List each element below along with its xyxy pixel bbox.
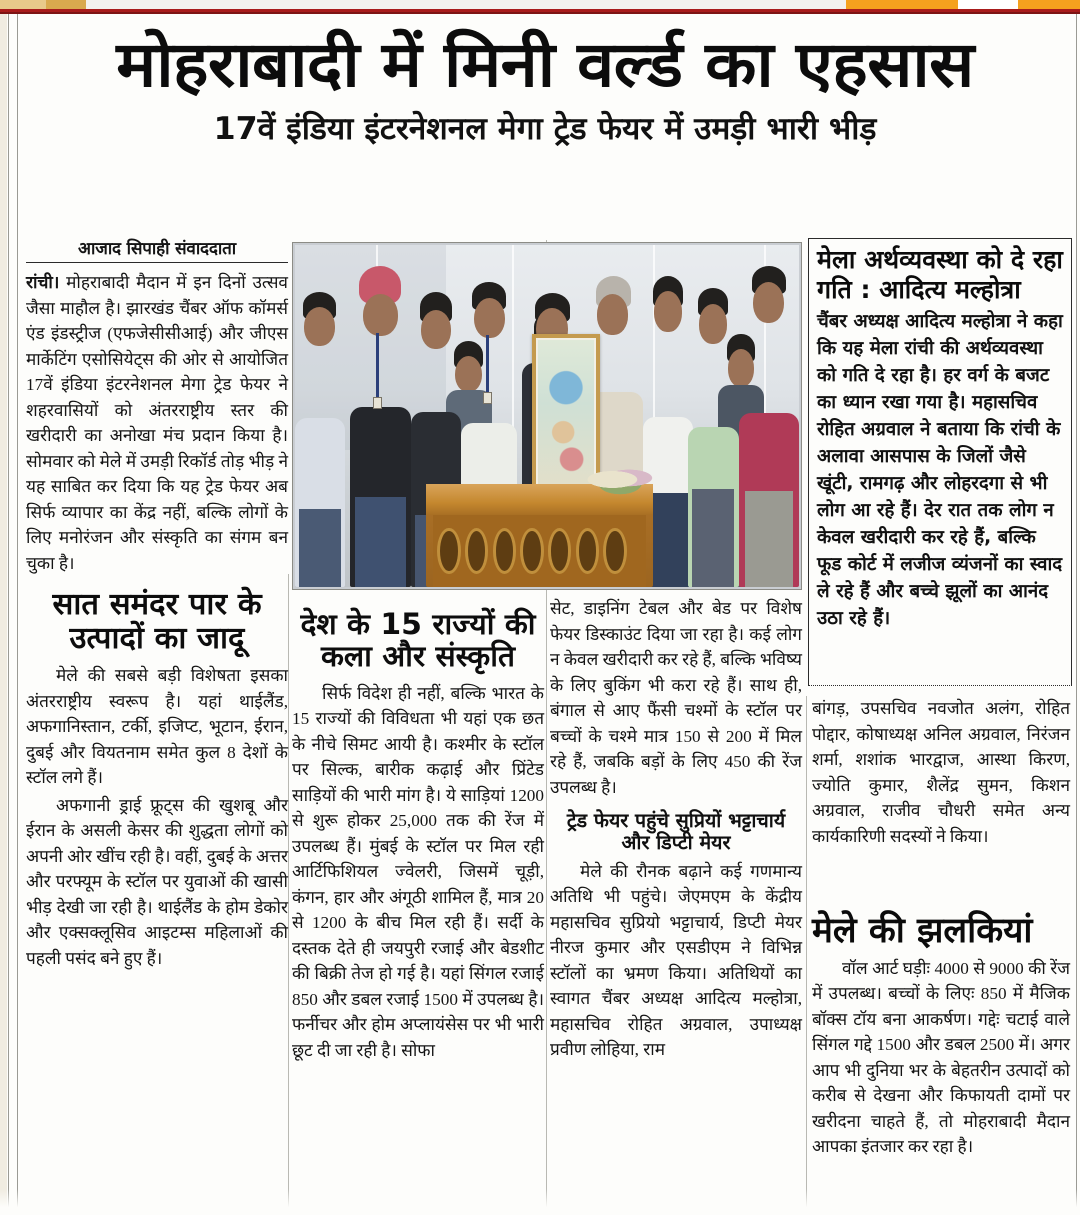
photo-bouquet <box>582 464 658 495</box>
chrome-tab-fragment-right-2[interactable] <box>1018 0 1080 9</box>
page-edge-rule-outer <box>8 14 9 1215</box>
section-head-highlights: मेले की झलकियां <box>812 911 1033 951</box>
chrome-tab-fragment-left[interactable] <box>0 0 46 9</box>
byline: आजाद सिपाही संवाददाता <box>26 236 288 263</box>
paragraph-committee-members: बांगड़, उपसचिव नवजोत अलंग, रोहित पोद्दार, कोषाध्यक्ष अनिल अग्रवाल, निरंजन शर्मा, शशांक भारद्वाज, आस्था किरण, ज्योति कुमार, शैलेंद्र सुमन, किशन अग्रवाल, राजीव चौधरी समेत अन्य कार्यकारिणी सदस्यों ने किया। <box>812 699 1070 846</box>
photo-person-2-turban <box>350 266 410 587</box>
section-head-foreign-products: सात समंदर पार के उत्पादों का जादू <box>52 587 262 656</box>
paragraph-highlights: वॉल आर्ट घड़ीः 4000 से 9000 की रेंज में उपलब्ध। बच्चों के लिएः 850 में मैजिक बॉक्स टॉय बना आकर्षण। गद्देः चटाई वाले सिंगल गद्दे 1500 और डबल 2500 में। अगर आप भी दुनिया भर के बेहतरीन उत्पादों को करीब से देखना और किफायती दामों पर खरीदना चाहते हैं, तो मोहराबादी मैदान आपका इंतजार कर रहा है। <box>812 958 1070 1157</box>
lead-paragraph-text: मोहराबादी मैदान में इन दिनों उत्सव जैसा माहौल है। झारखंड चैंबर ऑफ कॉमर्स एंड इंडस्ट्रीज (एफजेसीसीआई) और जीएस मार्केटिंग एसोसियेट्स की ओर से आयोजित 17वें इंडिया इंटरनेशनल मेगा ट्रेड फेयर ने शहरवासियों को अंतरराष्ट्रीय स्तर की खरीदारी का अनोखा मंच प्रदान किया है। सोमवार को मेले में उमड़ी रिकॉर्ड तोड़ भीड़ ने यह साबित कर दिया कि यह ट्रेड फेयर अब सिर्फ व्यापार का केंद्र नहीं, बल्कि लोगों के लिए मनोरंजन और संस्कृति का संगम बन चुका है। <box>26 273 289 573</box>
dateline: रांची। <box>26 273 60 292</box>
chrome-tab-fragment-left-2[interactable] <box>46 0 86 9</box>
paragraph-dryfruits: अफगानी ड्राई फ्रूट्स की खुशबू और ईरान के असली केसर की शुद्धता लोगों को अपनी ओर खींच रही है। वहीं, दुबई के अत्तर और परफ्यूम के स्टॉल पर युवाओं की खासी भीड़ देखी जा रही है। थाईलैंड के होम डेकोर और एक्सक्लूसिव आइटम्स महिलाओं की पहली पसंद बने हुए हैं। <box>26 795 288 968</box>
column-one <box>26 236 288 973</box>
news-photo <box>292 242 802 590</box>
news-photo-image <box>295 245 799 587</box>
photo-person-8-green-shirt <box>688 279 738 587</box>
newspaper-page <box>0 14 1080 1215</box>
column-rule-3 <box>806 696 807 1215</box>
page-edge-rule-inner <box>17 14 18 1215</box>
masthead <box>30 28 1060 147</box>
paragraph-guests: मेले की रौनक बढ़ाने कई गणमान्य अतिथि भी पहुंचे। जेएमएम के केंद्रीय महासचिव सुप्रियो भट्टाचार्य, डिप्टी मेयर नीरज कुमार और एसडीएम ने विभिन्न स्टॉलों का भ्रमण किया। अतिथियों का स्वागत चैंबर अध्यक्ष आदित्य मल्होत्रा, महासचिव रोहित अग्रवाल, उपाध्यक्ष प्रवीण लोहिया, राम <box>550 861 802 1060</box>
browser-chrome-strip <box>0 0 1080 11</box>
lead-paragraph <box>26 270 288 576</box>
chrome-tab-fragment-mid <box>86 0 846 9</box>
page-edge-rule-right <box>1076 14 1077 1215</box>
page-left-margin-strip <box>0 14 7 1215</box>
section-head-states-culture: देश के 15 राज्यों की कला और संस्कृति <box>300 607 536 674</box>
column-four-continued <box>812 696 1070 851</box>
sidebar-box-economy <box>808 238 1072 686</box>
table-carved-apron <box>433 515 646 587</box>
photo-person-1 <box>295 286 345 587</box>
chrome-tab-fragment-gap <box>958 0 1018 9</box>
photo-person-9-maroon-shirt <box>739 266 799 587</box>
column-four-highlights <box>812 909 1070 1162</box>
photo-wooden-table <box>426 484 653 587</box>
paragraph-states: सिर्फ विदेश ही नहीं, बल्कि भारत के 15 राज्यों की विविधता भी यहां एक छत के नीचे सिमट आयी है। कश्मीर के स्टॉल पर सिल्क, बारीक कढ़ाई और प्रिंटेड साड़ियों की भारी मांग है। ये साड़ियां 1200 से शुरू होकर 25,000 तक की रेंज में उपलब्ध हैं। मुंबई के स्टॉल पर मिल रही आर्टिफिशियल ज्वेलरी, जिसमें चूड़ी, कंगन, हार और अंगूठी शामिल हैं, मात्र 20 से 1200 के बीच मिल रही हैं। सर्दी के दस्तक देते ही जयपुरी रजाई और बेडशीट की बिक्री तेज हो गई है। यहां सिंगल रजाई 850 और डबल रजाई 1500 में उपलब्ध है। फर्नीचर और होम अप्लायंसेस पर भी भारी छूट दी जा रही है। सोफा <box>292 683 544 1060</box>
page-headline: मोहराबादी में मिनी वर्ल्ड का एहसास <box>116 28 974 101</box>
paragraph-furniture-discount: सेट, डाइनिंग टेबल और बेड पर विशेष फेयर डिस्काउंट दिया जा रहा है। कई लोग न केवल खरीदारी कर रहे हैं, बल्कि भविष्य के लिए बुकिंग भी करा रहे हैं। साथ ही, बंगाल से आए फैंसी चश्मों के स्टॉल पर बच्चों के चश्मे मात्र 150 से 200 में मिल रहे हैं, जबकि बड़ों के लिए 450 की रेंज उपलब्ध है। <box>550 599 802 797</box>
sidebar-box-text: चैंबर अध्यक्ष आदित्य मल्होत्रा ने कहा कि यह मेला रांची की अर्थव्यवस्था को गति दे रहा है। हर वर्ग के बजट का ध्यान रखा गया है। महासचिव रोहित अग्रवाल ने बताया कि रांची के अलावा आसपास के जिलों जैसे खूंटी, रामगढ़ और लोहरदगा से भी लोग आ रहे हैं। देर रात तक लोग न केवल खरीदारी कर रहे हैं, बल्कि फूड कोर्ट में लजीज व्यंजनों का स्वाद ले रहे हैं और बच्चे झूलों का आनंद उठा रहे हैं। <box>817 311 1063 629</box>
chrome-tab-fragment-right-1[interactable] <box>846 0 958 9</box>
page-subheadline: 17वें इंडिया इंटरनेशनल मेगा ट्रेड फेयर में उमड़ी भारी भीड़ <box>213 110 877 147</box>
paragraph-countries: मेले की सबसे बड़ी विशेषता इसका अंतरराष्ट्रीय स्वरूप है। यहां थाईलैंड, अफगानिस्तान, टर्की, इजिप्ट, भूटान, ईरान, दुबई और वियतनाम समेत कुल 8 देशों के स्टॉल लगे हैं। <box>26 666 288 788</box>
page-bottom-fade <box>0 1189 1080 1215</box>
column-three <box>550 596 802 1065</box>
sidebar-box-headline: मेला अर्थव्यवस्था को दे रहा गति : आदित्य मल्होत्रा <box>817 245 1063 304</box>
mini-head-vip-visit: ट्रेड फेयर पहुंचे सुप्रियों भट्टाचार्य और डिप्टी मेयर <box>566 809 786 855</box>
column-two <box>292 596 544 1065</box>
